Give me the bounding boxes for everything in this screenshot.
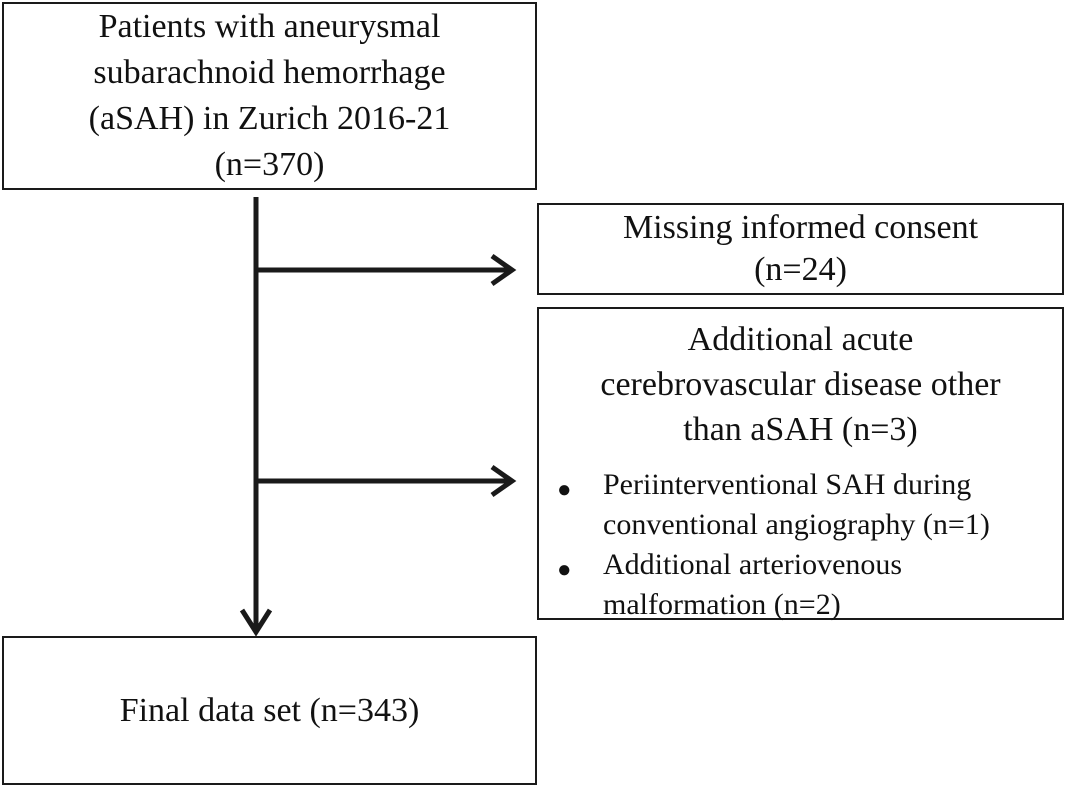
bullet-dot-icon: ● bbox=[557, 477, 572, 503]
other-heading-line-1: Additional acute bbox=[687, 321, 914, 358]
arrowhead-other bbox=[492, 467, 512, 495]
consent-line-1: Missing informed consent bbox=[622, 209, 979, 246]
final-line-1: Final data set (n=343) bbox=[119, 691, 420, 729]
start-line-4: (n=370) bbox=[214, 146, 325, 183]
other-heading bbox=[539, 317, 1062, 452]
other-heading-line-3: than aSAH (n=3) bbox=[683, 411, 918, 448]
start-line-2: subarachnoid hemorrhage bbox=[93, 54, 446, 91]
bullet-item-avm bbox=[539, 545, 1062, 625]
start-line-1: Patients with aneurysmal bbox=[98, 8, 441, 45]
consent-line-2: (n=24) bbox=[754, 251, 847, 288]
bullet-dot-icon: ● bbox=[557, 557, 572, 583]
bullet-2-line-2: malformation (n=2) bbox=[603, 588, 841, 621]
bullet-1-line-2: conventional angiography (n=1) bbox=[603, 508, 990, 541]
other-bullet-list bbox=[539, 465, 1062, 625]
start-population-box bbox=[2, 2, 537, 190]
start-line-3: (aSAH) in Zurich 2016-21 bbox=[88, 100, 451, 137]
bullet-item-periinterventional bbox=[539, 465, 1062, 545]
bullet-1-line-1: Periinterventional SAH during bbox=[603, 468, 972, 501]
exclusion-other-disease-box bbox=[537, 307, 1064, 620]
arrowhead-consent bbox=[492, 256, 512, 284]
main-arrowhead-down bbox=[242, 610, 270, 632]
other-heading-line-2: cerebrovascular disease other bbox=[600, 366, 1001, 403]
exclusion-missing-consent-box bbox=[537, 203, 1064, 295]
final-data-set-box bbox=[2, 636, 537, 785]
bullet-2-line-1: Additional arteriovenous bbox=[603, 548, 903, 581]
